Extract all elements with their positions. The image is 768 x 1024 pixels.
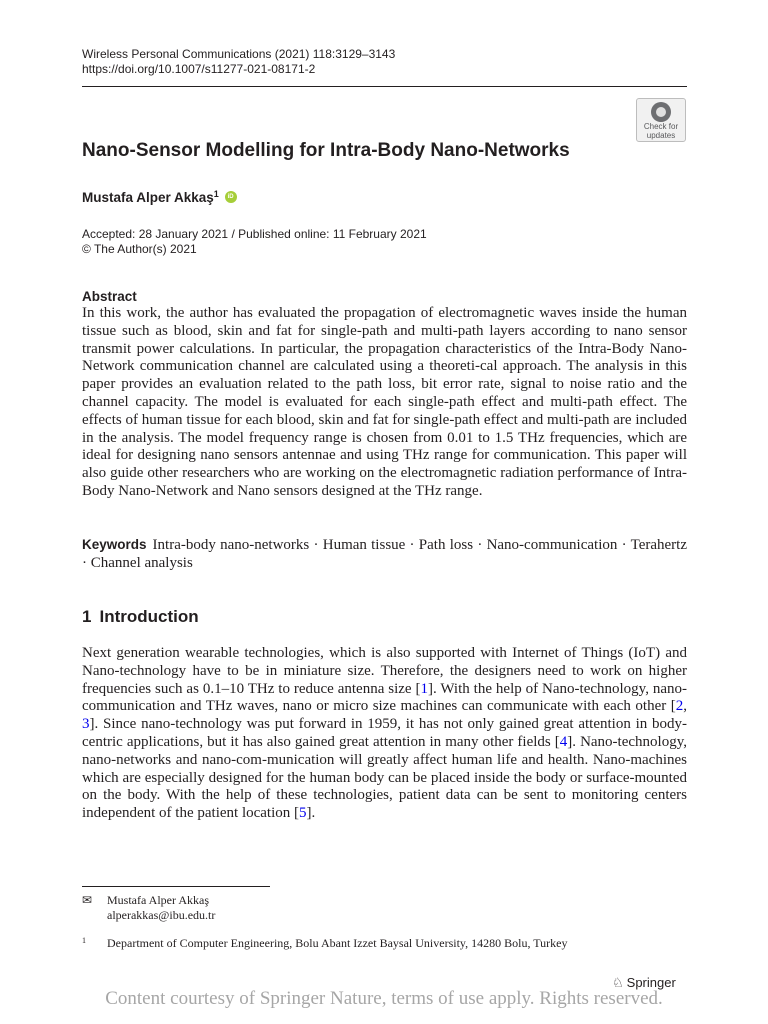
section-title: Introduction — [99, 607, 199, 626]
paper-title: Nano-Sensor Modelling for Intra-Body Nano-Networks — [82, 140, 570, 161]
corresponding-author-name: Mustafa Alper Akkaş — [107, 893, 209, 907]
author-email-link[interactable]: alperakkas@ibu.edu.tr — [107, 908, 216, 922]
envelope-icon: ✉ — [82, 893, 93, 907]
intro-text-3: , — [683, 698, 687, 715]
springer-horse-icon: ♘ — [612, 975, 624, 990]
doi-link[interactable]: https://doi.org/10.1007/s11277-021-08171-2 — [82, 62, 316, 76]
intro-text-4: ]. Since nano-technology was put forward in 1959, it has not only gained great attention in body-centric applications, but it has also gained great attention in many other fields [ — [82, 716, 687, 750]
orcid-icon[interactable] — [225, 191, 237, 203]
copyright-line: © The Author(s) 2021 — [82, 242, 197, 256]
citation-link-2[interactable]: 2 — [675, 698, 684, 715]
keywords-label: Keywords — [82, 537, 147, 552]
accepted-published-dates: Accepted: 28 January 2021 / Published online: 11 February 2021 — [82, 227, 427, 241]
abstract-heading: Abstract — [82, 289, 137, 304]
intro-text-6: ]. — [306, 805, 316, 822]
citation-link-5[interactable]: 5 — [299, 805, 307, 822]
check-for-updates-badge[interactable] — [636, 98, 686, 142]
author-affiliation-mark: 1 — [213, 189, 219, 199]
intro-text-5: ]. Nano-technology, nano-networks and nano-com-munication will greatly affect human life and health. Nano-machines which are especially designed for the human body can be placed inside the body or surface-mounted on the body. With the help of these technologies, patient data can be sent to monitoring centers independent of the patient location [ — [82, 733, 687, 822]
author-name[interactable]: Mustafa Alper Akkaş — [82, 190, 214, 205]
keywords-block — [82, 536, 687, 573]
citation-link-4[interactable]: 4 — [559, 733, 568, 750]
publication-dates — [82, 227, 427, 257]
author-line — [82, 185, 237, 207]
intro-text-1: Next generation wearable technologies, which is also supported with Internet of Things (IoT) and Nano-technology have to be in miniature size. Therefore, the designers need to work on higher frequencies such as 0.1–10 THz to reduce antenna size [ — [82, 645, 687, 697]
intro-text-2: ]. With the help of Nano-technology, nano-communication and THz waves, nano or micro size machines can communicate with each other [ — [82, 680, 688, 715]
badge-label-line2: updates — [646, 131, 676, 140]
copyright-notice: Content courtesy of Springer Nature, terms of use apply. Rights reserved. — [105, 988, 663, 1009]
affiliation-mark: 1 — [82, 936, 86, 945]
footnote-divider — [82, 886, 270, 887]
affiliation-text: Department of Computer Engineering, Bolu Abant Izzet Baysal University, 14280 Bolu, Turkey — [107, 936, 568, 950]
keywords-list: Intra-body nano-networks · Human tissue · Path loss · Nano-communication · Terahertz · Channel analysis — [82, 537, 687, 571]
section-heading — [82, 606, 199, 627]
journal-citation: Wireless Personal Communications (2021) 118:3129–3143 — [82, 47, 396, 61]
abstract-text: In this work, the author has evaluated the propagation of electromagnetic waves inside the human tissue such as blood, skin and fat for single-path and multi-path layers according to nano sensor transmit power calculations. In particular, the propagation characteristics of the Intra-Body Nano-Network communication channel are calculated using a theoreti-cal approach. The analysis in this paper provides an evaluation related to the path loss, bit error rate, signal to noise ratio and the channel capacity. The model is evaluated for each single-path effect and multi-path effect. The effects of human tissue for each blood, skin and fat for single-path effect and multi-path are included in the analysis. The model frequency range is chosen from 0.01 to 1.5 THz frequencies, which are ideal for designing nano sensors antennae and using THz range for communication. This paper will also guide other researchers who are working on the electromagnetic radiation performance of Intra-Body Nano-Network and Nano sensors designed at the THz range. — [82, 305, 687, 499]
section-number: 1 — [82, 607, 92, 626]
citation-link-1[interactable]: 1 — [420, 680, 428, 697]
header-divider — [82, 86, 687, 87]
badge-label-line1: Check for — [643, 122, 679, 131]
publisher-name: Springer — [626, 975, 676, 990]
check-updates-icon — [651, 102, 671, 122]
journal-header — [82, 47, 395, 77]
introduction-paragraph — [82, 645, 687, 823]
citation-link-3[interactable]: 3 — [82, 716, 90, 733]
